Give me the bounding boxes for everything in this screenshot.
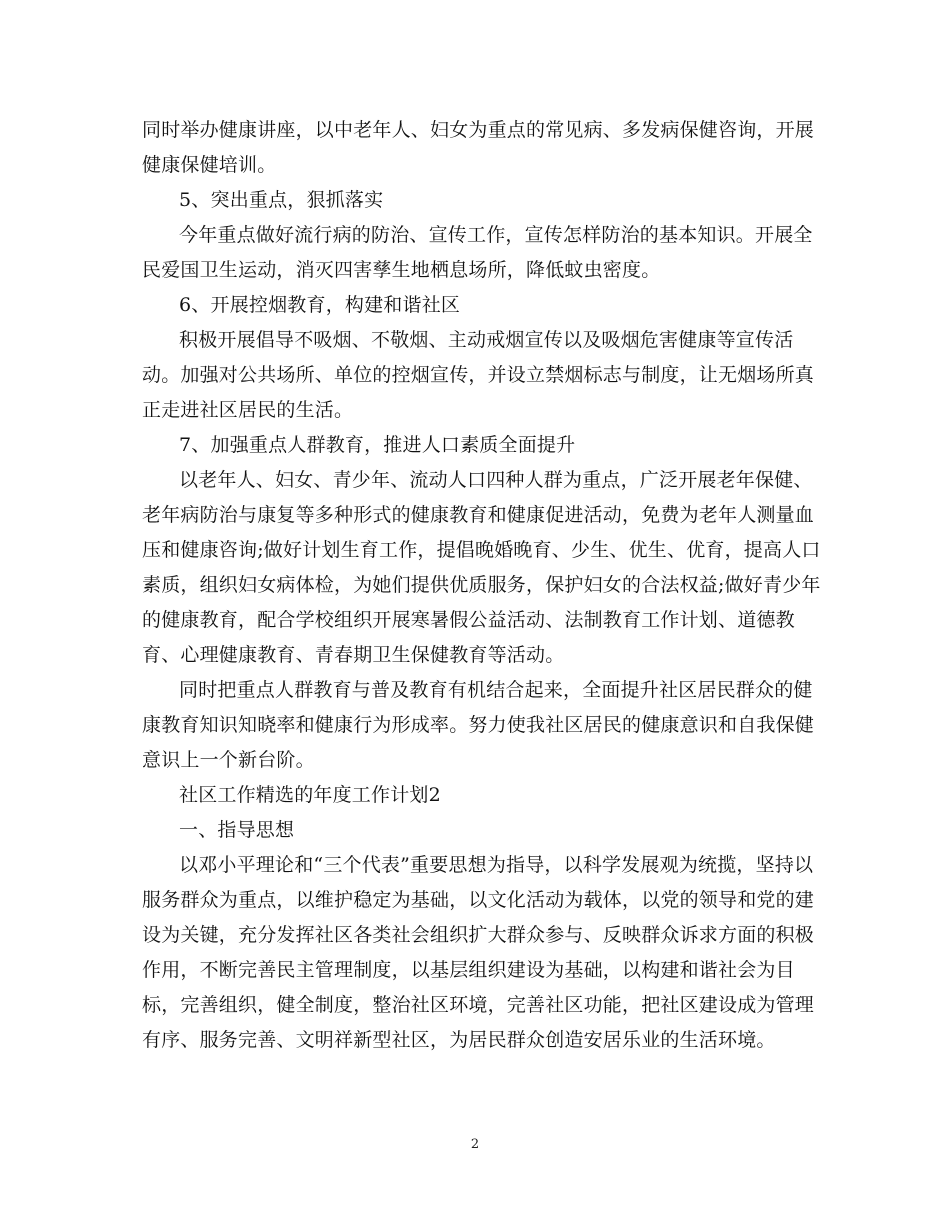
body-text-line: 素质，组织妇女病体检，为她们提供优质服务，保护妇女的合法权益;做好青少年 [142,574,821,596]
document-title: 社区工作精选的年度工作计划2 [179,784,441,806]
section-heading: 一、指导思想 [179,819,295,841]
body-text-line: 动。加强对公共场所、单位的控烟宣传，并设立禁烟标志与制度，让无烟场所真 [142,364,815,386]
body-text-line: 意识上一个新台阶。 [142,749,315,771]
body-text-line: 民爱国卫生运动，消灭四害孳生地栖息场所，降低蚊虫密度。 [142,259,661,281]
body-text-line: 育、心理健康教育、青春期卫生保健教育等活动。 [142,644,565,666]
section-heading: 7、加强重点人群教育，推进人口素质全面提升 [179,434,576,456]
body-text-line: 同时举办健康讲座，以中老年人、妇女为重点的常见病、多发病保健咨询，开展 [142,119,815,141]
body-text-line: 健康保健培训。 [142,154,277,176]
body-text-line: 正走进社区居民的生活。 [142,399,354,421]
body-text-line: 老年病防治与康复等多种形式的健康教育和健康促进活动，免费为老年人测量血 [142,504,815,526]
body-text-line: 同时把重点人群教育与普及教育有机结合起来，全面提升社区居民群众的健 [179,679,813,701]
body-text-line: 有序、服务完善、文明祥新型社区，为居民群众创造安居乐业的生活环境。 [142,1029,776,1051]
body-text-line: 以老年人、妇女、青少年、流动人口四种人群为重点，广泛开展老年保健、 [179,469,813,491]
body-text-line: 设为关键，充分发挥社区各类社会组织扩大群众参与、反映群众诉求方面的积极 [142,924,815,946]
body-text-line: 标，完善组织，健全制度，整治社区环境，完善社区功能，把社区建设成为管理 [142,994,815,1016]
body-text-line: 以邓小平理论和“三个代表”重要思想为指导，以科学发展观为统揽，坚持以 [179,854,814,876]
page-number: 2 [470,1137,480,1152]
body-text-line: 压和健康咨询;做好计划生育工作，提倡晚婚晚育、少生、优生、优育，提高人口 [142,539,821,561]
section-heading: 5、突出重点，狠抓落实 [179,189,384,211]
body-text-line: 积极开展倡导不吸烟、不敬烟、主动戒烟宣传以及吸烟危害健康等宣传活 [179,329,794,351]
body-text-line: 康教育知识知晓率和健康行为形成率。努力使我社区居民的健康意识和自我保健 [142,714,815,736]
body-text-line: 服务群众为重点，以维护稳定为基础，以文化活动为载体，以党的领导和党的建 [142,889,815,911]
body-text-line: 的健康教育，配合学校组织开展寒暑假公益活动、法制教育工作计划、道德教 [142,609,795,631]
body-text-line: 今年重点做好流行病的防治、宣传工作，宣传怎样防治的基本知识。开展全 [179,224,813,246]
section-heading: 6、开展控烟教育，构建和谐社区 [179,294,461,316]
body-text-line: 作用，不断完善民主管理制度，以基层组织建设为基础，以构建和谐社会为目 [142,959,795,981]
